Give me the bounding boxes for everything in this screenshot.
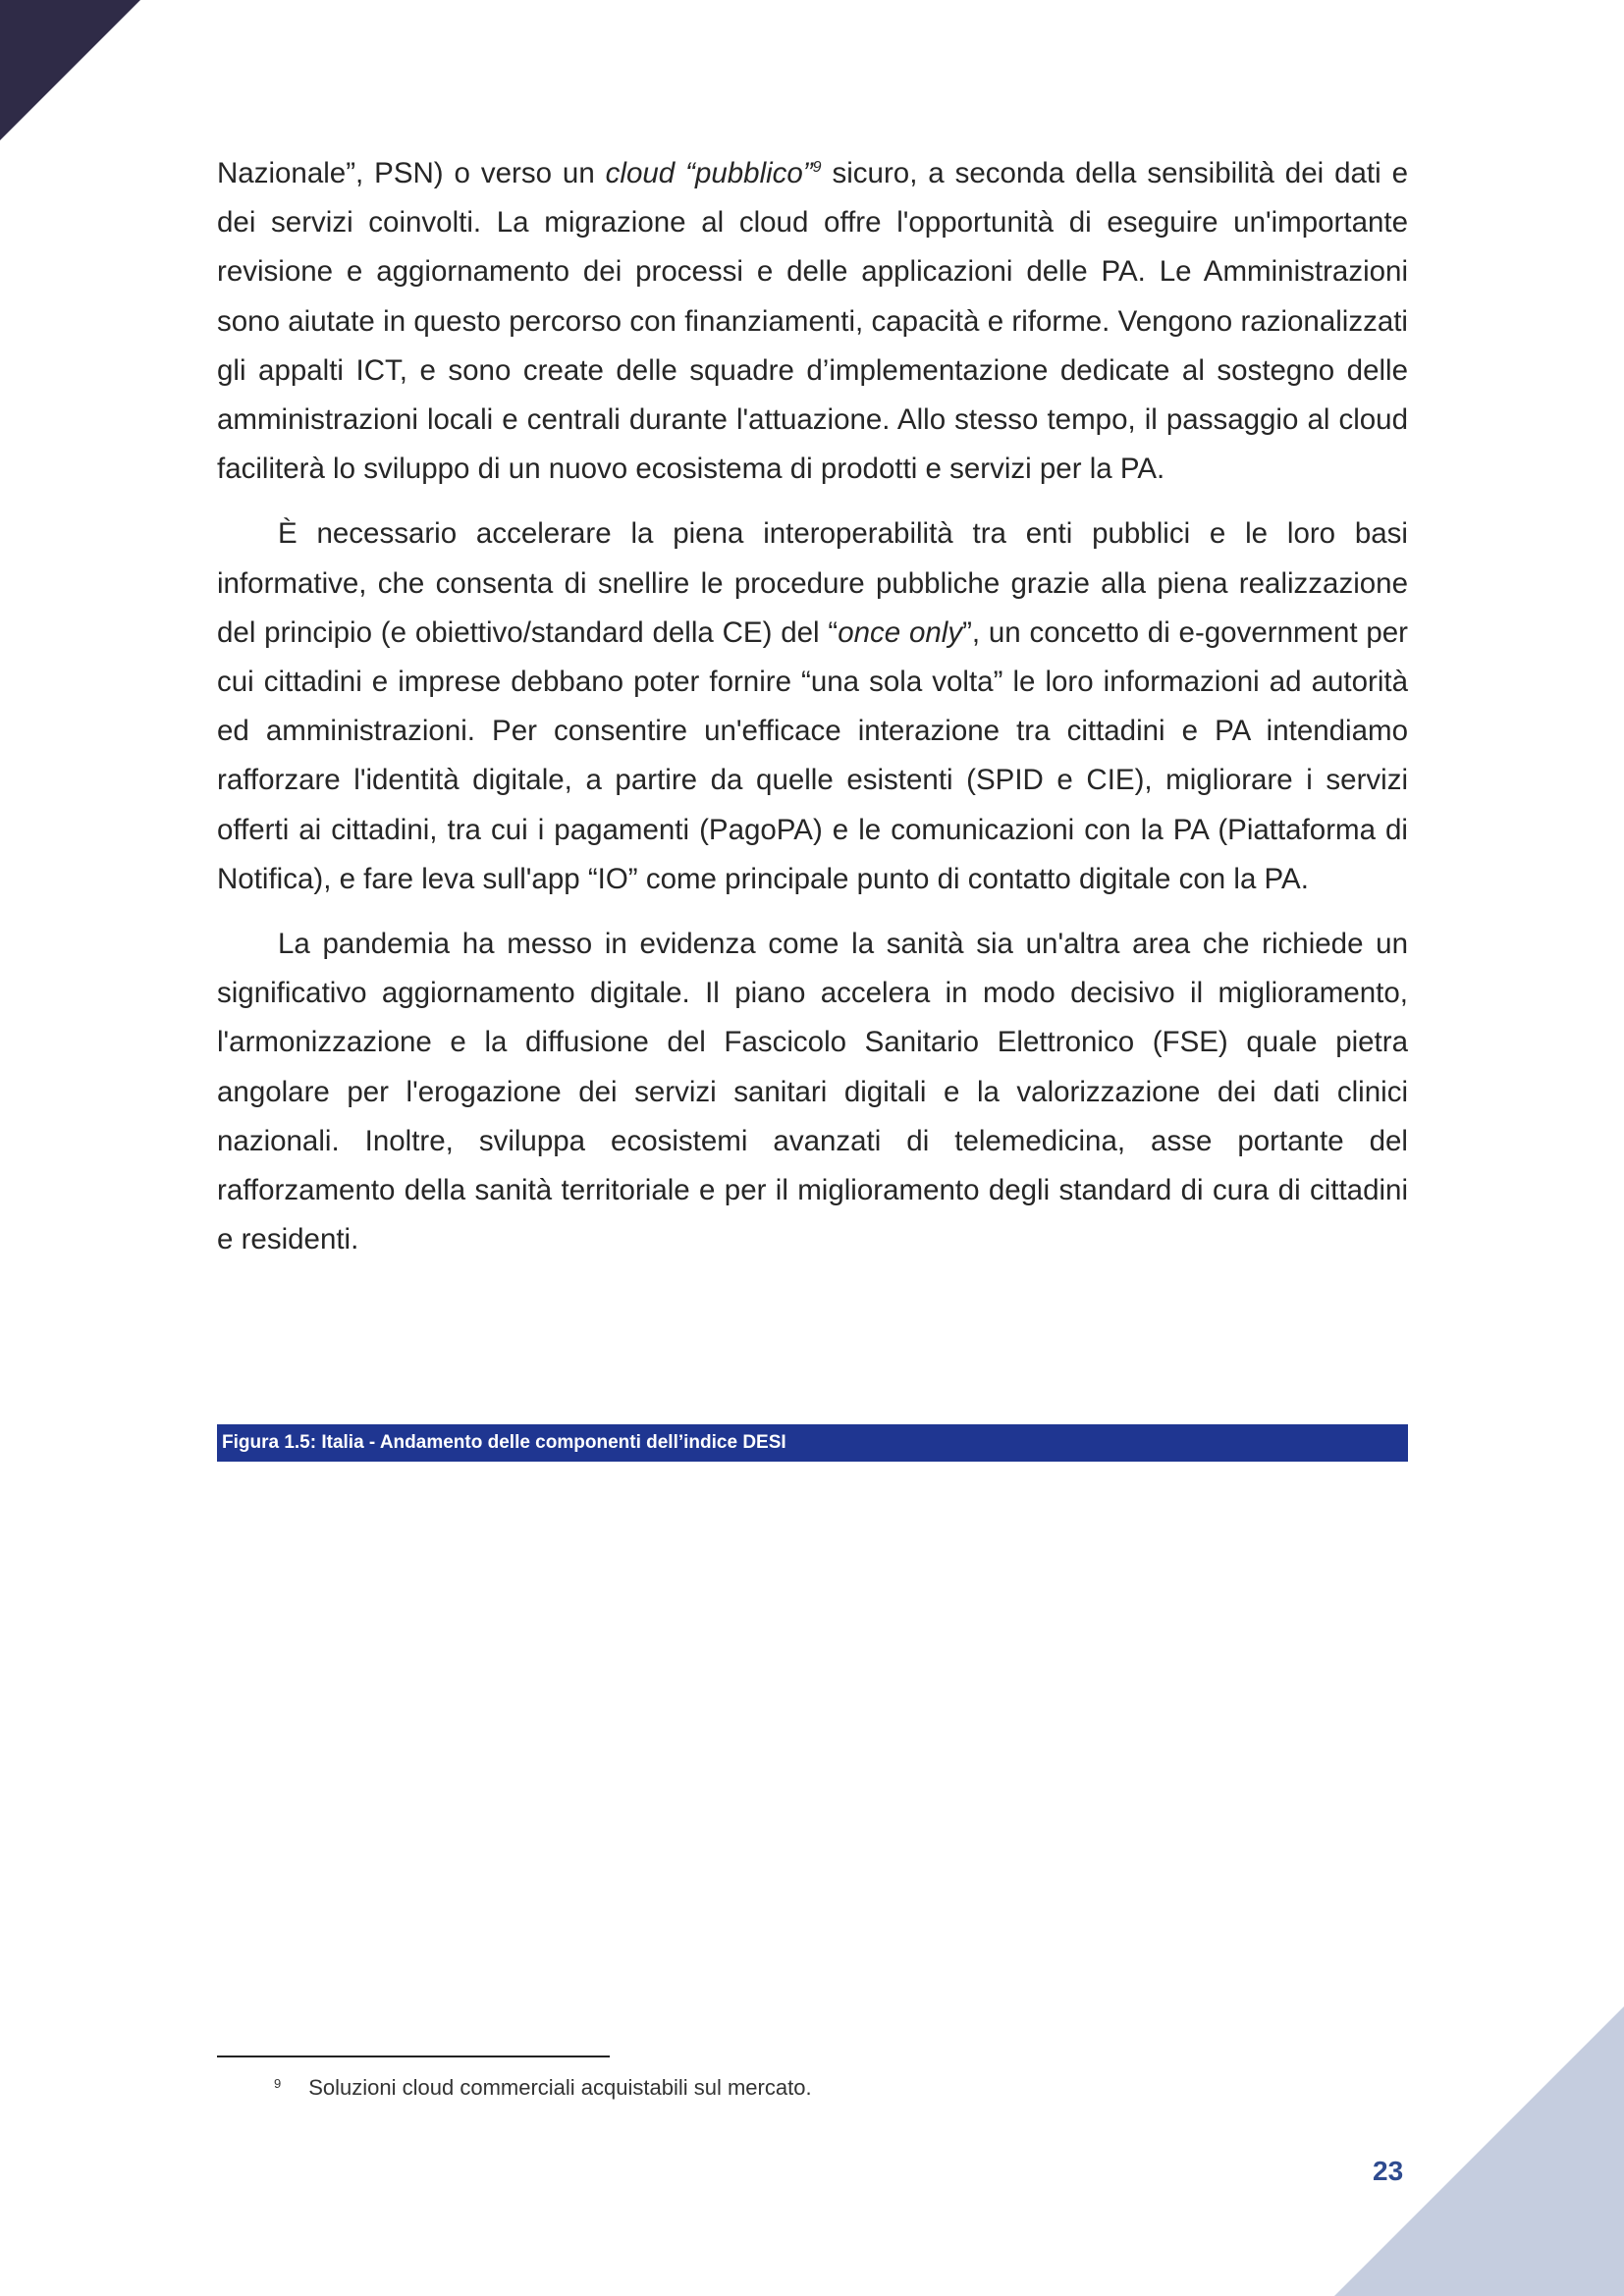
footnote-divider (217, 2056, 610, 2057)
paragraph-cloud-migration (217, 149, 1408, 494)
paragraph-health: La pandemia ha messo in evidenza come la sanità sia un'altra area che richiede un significativo aggiornamento digitale. Il piano accelera in modo decisivo il miglioramento, l'armonizzazione e la diffusione del Fascicolo Sanitario Elettronico (FSE) quale pietra angolare per l'erogazione dei servizi sanitari digitali e la valorizzazione dei dati clinici nazionali. Inoltre, sviluppa ecosistemi avanzati di telemedicina, asse portante del rafforzamento della sanità territoriale e per il miglioramento degli standard di cura di cittadini e residenti. (217, 928, 1408, 1256)
body-text (217, 149, 1408, 1280)
emphasis-text: cloud “pubblico” (605, 157, 813, 189)
figure-caption: Figura 1.5: Italia - Andamento delle componenti dell’indice DESI (222, 1432, 786, 1453)
footnote (274, 2073, 812, 2103)
emphasis-text: once only (838, 615, 963, 649)
corner-decoration-top-left (0, 0, 140, 140)
paragraph-text: ”, un concetto di e-government per cui cittadini e imprese debbano poter fornire “una sola volta” le loro informazioni ad autorità ed amministrazioni. Per consentire un'efficace interazione tra cittadini e PA intendiamo rafforzare l'identità digitale, a partire da quelle esistenti (SPID e CIE), migliorare i servizi offerti ai cittadini, tra cui i pagamenti (PagoPA) e le comunicazioni con la PA (Piattaforma di Notifica), e fare leva sull'app “IO” come principale punto di contatto digitale con la PA. (217, 615, 1408, 895)
paragraph-interoperability (217, 509, 1408, 904)
paragraph-text: È necessario accelerare la piena interoperabilità tra enti pubblici e le loro basi informative, che consenta di snellire le procedure pubbliche grazie alla piena realizzazione del principio (e obiettivo/standard della CE) del “ (217, 517, 1408, 649)
page-number: 23 (1373, 2156, 1404, 2186)
footnote-text: Soluzioni cloud commerciali acquistabili sul mercato. (308, 2075, 812, 2100)
figure-caption-bar (217, 1424, 1408, 1462)
figure-area (217, 1462, 1408, 1972)
footnote-number: 9 (274, 2076, 282, 2091)
footnote-reference: 9 (812, 159, 822, 177)
paragraph-text: Nazionale”, PSN) o verso un (217, 157, 606, 189)
paragraph-text: sicuro, a seconda della sensibilità dei dati e dei servizi coinvolti. La migrazione al cloud offre l'opportunità di eseguire un'importante revisione e aggiornamento dei processi e delle applicazioni delle PA. Le Amministrazioni sono aiutate in questo percorso con finanziamenti, capacità e riforme. Vengono razionalizzati gli appalti ICT, e sono create delle squadre d’implementazione dedicate al sostegno delle amministrazioni locali e centrali durante l'attuazione. Allo stesso tempo, il passaggio al cloud faciliterà lo sviluppo di un nuovo ecosistema di prodotti e servizi per la PA. (217, 157, 1408, 486)
corner-decoration-bottom-right (1334, 2006, 1624, 2296)
